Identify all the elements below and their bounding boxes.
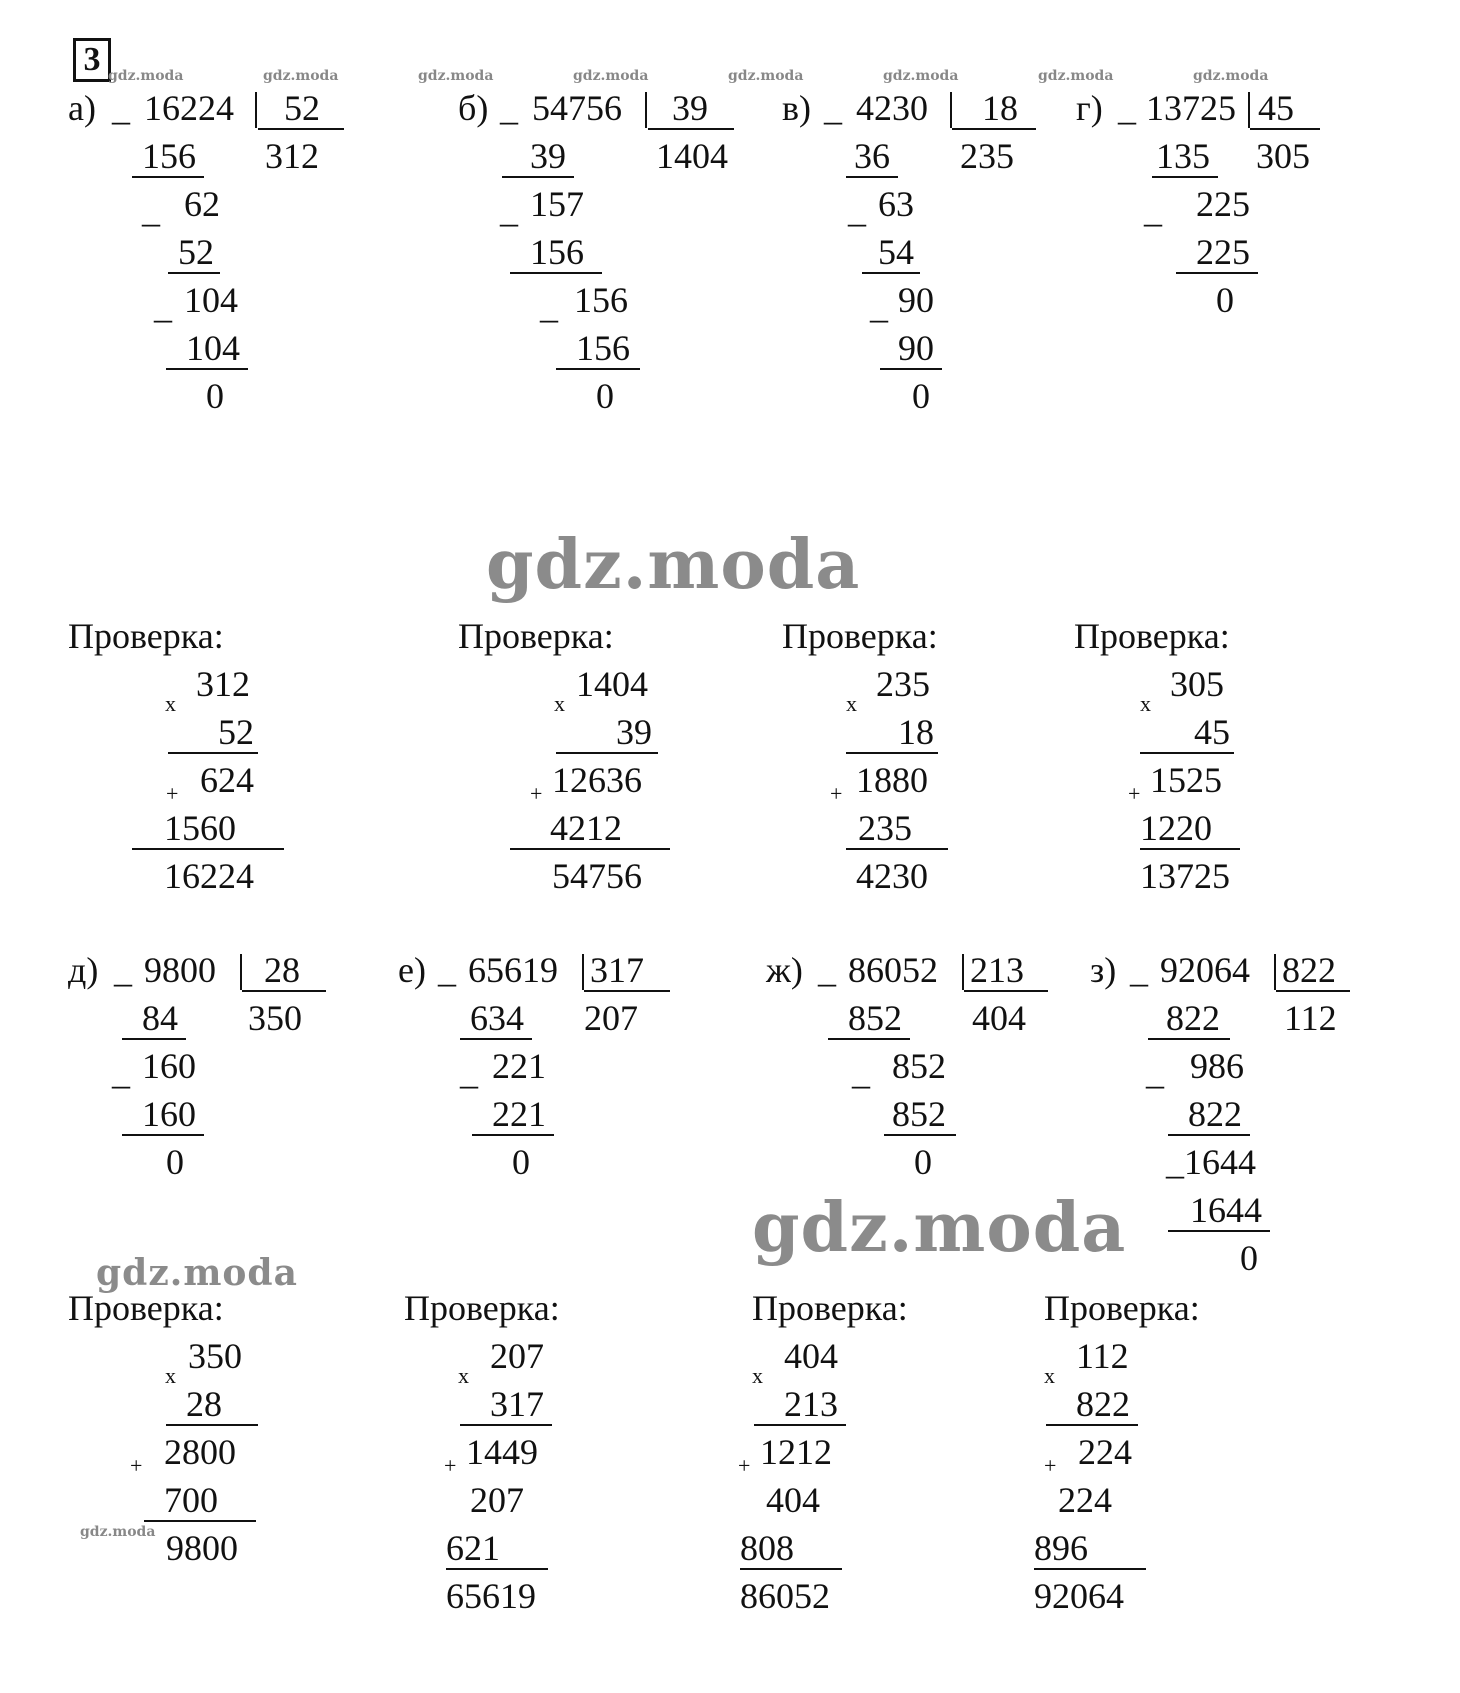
check-result: 4230 bbox=[856, 856, 928, 896]
label-v: в) bbox=[782, 88, 811, 128]
check-p2: 404 bbox=[766, 1480, 820, 1520]
label-b: б) bbox=[458, 88, 489, 128]
quotient: 305 bbox=[1256, 136, 1310, 176]
step: 52 bbox=[168, 232, 220, 274]
watermark-medium: gdz.moda bbox=[96, 1252, 298, 1294]
watermark-small: gdz.moda bbox=[263, 68, 339, 84]
check-label: Проверка: bbox=[458, 616, 614, 656]
check-m2: 822 bbox=[1046, 1384, 1138, 1426]
check-label: Проверка: bbox=[404, 1288, 560, 1328]
divisor: 213 bbox=[964, 950, 1048, 992]
step: 822 bbox=[1168, 1094, 1250, 1136]
step: 1644 bbox=[1184, 1142, 1256, 1182]
check-p1: 1449 bbox=[466, 1432, 538, 1472]
check-result: 13725 bbox=[1140, 856, 1230, 896]
check-m2: 213 bbox=[754, 1384, 846, 1426]
step: 36 bbox=[846, 136, 898, 178]
dividend: 4230 bbox=[856, 88, 928, 128]
check-m1: 112 bbox=[1076, 1336, 1129, 1376]
divisor: 18 bbox=[952, 88, 1036, 130]
watermark-large: gdz.moda bbox=[752, 1188, 1127, 1268]
step: 225 bbox=[1176, 232, 1258, 274]
check-label: Проверка: bbox=[752, 1288, 908, 1328]
step: 221 bbox=[472, 1094, 554, 1136]
divisor: 52 bbox=[258, 88, 344, 130]
quotient: 235 bbox=[960, 136, 1014, 176]
divisor: 39 bbox=[648, 88, 734, 130]
remainder: 0 bbox=[206, 376, 224, 416]
quotient: 112 bbox=[1284, 998, 1337, 1038]
check-p1: 1880 bbox=[856, 760, 928, 800]
check-result: 92064 bbox=[1034, 1576, 1124, 1616]
check-result: 16224 bbox=[164, 856, 254, 896]
check-result: 54756 bbox=[552, 856, 642, 896]
step: 852 bbox=[892, 1046, 946, 1086]
step: 104 bbox=[166, 328, 248, 370]
quotient: 350 bbox=[248, 998, 302, 1038]
check-p3: 896 bbox=[1034, 1528, 1146, 1570]
step: 157 bbox=[530, 184, 584, 224]
check-m1: 235 bbox=[876, 664, 930, 704]
check-p1: 12636 bbox=[552, 760, 642, 800]
watermark-large: gdz.moda bbox=[486, 525, 861, 605]
quotient: 1404 bbox=[656, 136, 728, 176]
check-m2: 45 bbox=[1140, 712, 1234, 754]
check-m1: 1404 bbox=[576, 664, 648, 704]
step: 852 bbox=[884, 1094, 956, 1136]
step: 852 bbox=[828, 998, 910, 1040]
step: 160 bbox=[142, 1046, 196, 1086]
check-m2: 28 bbox=[166, 1384, 258, 1426]
dividend: 13725 bbox=[1146, 88, 1236, 128]
check-m1: 207 bbox=[490, 1336, 544, 1376]
check-m1: 350 bbox=[188, 1336, 242, 1376]
check-label: Проверка: bbox=[68, 1288, 224, 1328]
dividend: 86052 bbox=[848, 950, 938, 990]
step: 90 bbox=[898, 280, 934, 320]
step: 156 bbox=[574, 280, 628, 320]
check-p1: 1212 bbox=[760, 1432, 832, 1472]
remainder: 0 bbox=[166, 1142, 184, 1182]
remainder: 0 bbox=[512, 1142, 530, 1182]
step: 54 bbox=[862, 232, 920, 274]
step: 160 bbox=[122, 1094, 204, 1136]
check-p2: 235 bbox=[846, 808, 948, 850]
task-number: 3 bbox=[73, 38, 111, 82]
divisor: 28 bbox=[242, 950, 326, 992]
step: 63 bbox=[878, 184, 914, 224]
label-d: д) bbox=[68, 950, 99, 990]
check-p2: 1560 bbox=[132, 808, 284, 850]
remainder: 0 bbox=[596, 376, 614, 416]
label-a: а) bbox=[68, 88, 96, 128]
label-zh: ж) bbox=[766, 950, 803, 990]
quotient: 312 bbox=[265, 136, 319, 176]
check-m2: 18 bbox=[846, 712, 938, 754]
remainder: 0 bbox=[1240, 1238, 1258, 1278]
step: 39 bbox=[502, 136, 574, 178]
remainder: 0 bbox=[1216, 280, 1234, 320]
dividend: 54756 bbox=[532, 88, 622, 128]
watermark-small: gdz.moda bbox=[728, 68, 804, 84]
step: 135 bbox=[1152, 136, 1218, 178]
check-label: Проверка: bbox=[68, 616, 224, 656]
check-result: 65619 bbox=[446, 1576, 536, 1616]
divisor: 822 bbox=[1276, 950, 1350, 992]
check-m2: 317 bbox=[460, 1384, 552, 1426]
label-g: г) bbox=[1076, 88, 1103, 128]
remainder: 0 bbox=[914, 1142, 932, 1182]
step: 156 bbox=[556, 328, 640, 370]
label-e: е) bbox=[398, 950, 426, 990]
step: 986 bbox=[1190, 1046, 1244, 1086]
check-p2: 1220 bbox=[1140, 808, 1240, 850]
dividend: 16224 bbox=[144, 88, 234, 128]
check-p2: 4212 bbox=[510, 808, 670, 850]
divisor: 317 bbox=[584, 950, 670, 992]
watermark-small: gdz.moda bbox=[80, 1524, 156, 1540]
check-p1: 1525 bbox=[1150, 760, 1222, 800]
check-m1: 404 bbox=[784, 1336, 838, 1376]
step: 822 bbox=[1148, 998, 1230, 1040]
step: 104 bbox=[184, 280, 238, 320]
watermark-small: gdz.moda bbox=[573, 68, 649, 84]
quotient: 207 bbox=[584, 998, 638, 1038]
check-p2: 207 bbox=[470, 1480, 524, 1520]
step: 221 bbox=[492, 1046, 546, 1086]
step: 62 bbox=[184, 184, 220, 224]
check-result: 9800 bbox=[166, 1528, 238, 1568]
check-p3: 808 bbox=[740, 1528, 842, 1570]
step: 634 bbox=[460, 998, 532, 1040]
step: 225 bbox=[1196, 184, 1250, 224]
label-z: з) bbox=[1090, 950, 1117, 990]
check-p1: 224 bbox=[1078, 1432, 1132, 1472]
check-p1: 624 bbox=[200, 760, 254, 800]
watermark-small: gdz.moda bbox=[418, 68, 494, 84]
dividend: 9800 bbox=[144, 950, 216, 990]
step: 90 bbox=[880, 328, 942, 370]
watermark-small: gdz.moda bbox=[1038, 68, 1114, 84]
check-result: 86052 bbox=[740, 1576, 830, 1616]
check-p1: 2800 bbox=[164, 1432, 236, 1472]
dividend: 65619 bbox=[468, 950, 558, 990]
check-m1: 305 bbox=[1170, 664, 1224, 704]
watermark-small: gdz.moda bbox=[1193, 68, 1269, 84]
check-label: Проверка: bbox=[1044, 1288, 1200, 1328]
check-m2: 39 bbox=[556, 712, 658, 754]
quotient: 404 bbox=[972, 998, 1026, 1038]
check-p3: 621 bbox=[446, 1528, 548, 1570]
step: 84 bbox=[122, 998, 186, 1040]
remainder: 0 bbox=[912, 376, 930, 416]
check-p2: 700 bbox=[144, 1480, 256, 1522]
step: 156 bbox=[132, 136, 204, 178]
step: 1644 bbox=[1168, 1190, 1270, 1232]
watermark-small: gdz.moda bbox=[883, 68, 959, 84]
dividend: 92064 bbox=[1160, 950, 1250, 990]
check-label: Проверка: bbox=[1074, 616, 1230, 656]
step: 156 bbox=[510, 232, 602, 274]
watermark-small: gdz.moda bbox=[108, 68, 184, 84]
check-m1: 312 bbox=[196, 664, 250, 704]
check-label: Проверка: bbox=[782, 616, 938, 656]
check-p2: 224 bbox=[1058, 1480, 1112, 1520]
divisor: 45 bbox=[1250, 88, 1320, 130]
check-m2: 52 bbox=[168, 712, 258, 754]
